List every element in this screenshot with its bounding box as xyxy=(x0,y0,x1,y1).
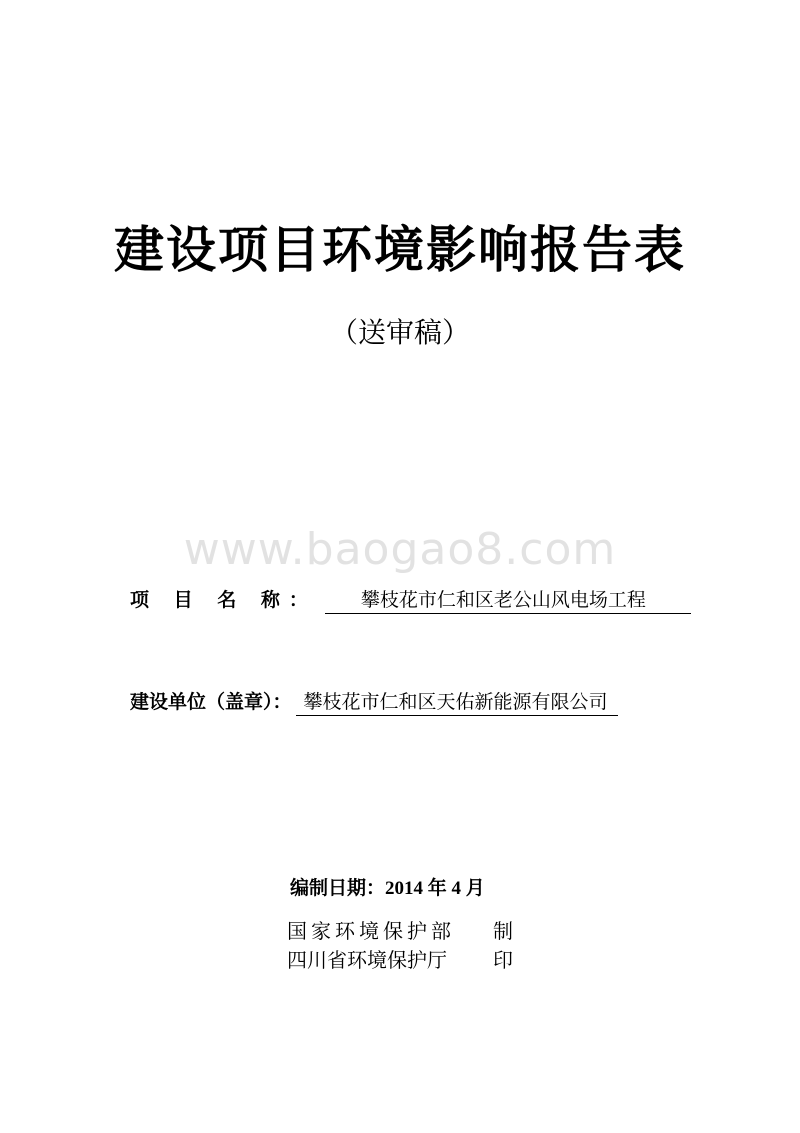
issuer-action: 印 xyxy=(493,948,513,972)
construction-unit-row xyxy=(130,687,618,717)
project-name-label: 项 目 名 称： xyxy=(130,589,317,611)
issuer-name: 国家环境保护部 xyxy=(287,919,455,943)
compile-date-value: 2014 年 4 月 xyxy=(385,878,485,899)
project-name-value: 攀枝花市仁和区老公山风电场工程 xyxy=(325,587,691,614)
construction-unit-value: 攀枝花市仁和区天佑新能源有限公司 xyxy=(296,689,618,716)
document-title: 建设项目环境影响报告表 xyxy=(114,221,686,279)
project-name-row xyxy=(130,585,691,615)
document-subtitle: （送审稿） xyxy=(329,316,470,349)
issuer-line-ministry xyxy=(287,916,513,946)
issuer-action: 制 xyxy=(493,919,513,943)
issuer-name: 四川省环境保护厅 xyxy=(287,948,447,972)
compile-date-label: 编制日期： xyxy=(290,877,386,899)
construction-unit-label: 建设单位（盖章）： xyxy=(130,691,292,713)
watermark: www.baogao8.com xyxy=(183,524,617,575)
compile-date xyxy=(290,873,485,904)
issuer-line-provincial xyxy=(287,945,513,975)
